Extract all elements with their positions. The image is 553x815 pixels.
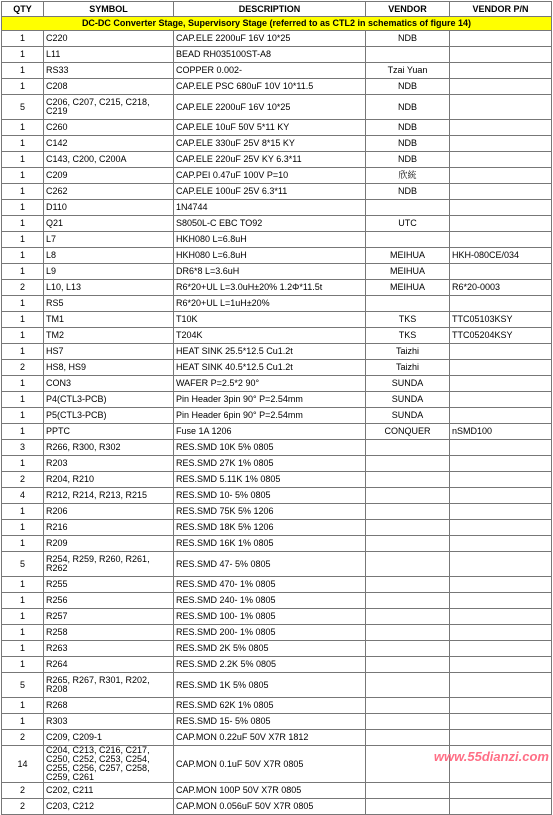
symbol-cell: R258	[44, 625, 174, 641]
description-cell: RES.SMD 2.2K 5% 0805	[174, 657, 366, 673]
symbol-cell: R265, R267, R301, R202, R208	[44, 673, 174, 698]
table-row	[2, 296, 552, 312]
table-row	[2, 392, 552, 408]
section-row	[2, 17, 552, 31]
vendor-cell: SUNDA	[366, 376, 450, 392]
description-cell: CAP.ELE 2200uF 16V 10*25	[174, 95, 366, 120]
vendor-header: VENDOR	[366, 2, 450, 17]
qty-cell: 1	[2, 136, 44, 152]
description-cell: 1N4744	[174, 200, 366, 216]
table-row	[2, 488, 552, 504]
table-row	[2, 783, 552, 799]
vendor-cell	[366, 552, 450, 577]
symbol-cell: L7	[44, 232, 174, 248]
table-row	[2, 424, 552, 440]
qty-cell: 1	[2, 504, 44, 520]
vendor-pn-cell	[450, 120, 552, 136]
vendor-cell	[366, 783, 450, 799]
table-row	[2, 472, 552, 488]
qty-cell: 1	[2, 392, 44, 408]
qty-cell: 1	[2, 31, 44, 47]
symbol-cell: C202, C211	[44, 783, 174, 799]
symbol-cell: C208	[44, 79, 174, 95]
description-cell: CAP.ELE 2200uF 16V 10*25	[174, 31, 366, 47]
table-row	[2, 168, 552, 184]
symbol-cell: R264	[44, 657, 174, 673]
vendor-cell	[366, 625, 450, 641]
description-cell: T204K	[174, 328, 366, 344]
qty-cell: 1	[2, 248, 44, 264]
vendor-pn-cell	[450, 31, 552, 47]
bom-body	[2, 31, 552, 815]
vendor-cell	[366, 488, 450, 504]
vendor-cell: NDB	[366, 31, 450, 47]
description-cell: CAP.MON 0.22uF 50V X7R 1812	[174, 730, 366, 746]
symbol-cell: CON3	[44, 376, 174, 392]
vendor-cell: MEIHUA	[366, 280, 450, 296]
symbol-cell: C220	[44, 31, 174, 47]
vendor-cell: NDB	[366, 136, 450, 152]
table-row	[2, 31, 552, 47]
description-cell: RES.SMD 18K 5% 1206	[174, 520, 366, 536]
vendor-pn-cell	[450, 673, 552, 698]
qty-cell: 1	[2, 714, 44, 730]
table-row	[2, 328, 552, 344]
vendor-cell	[366, 799, 450, 815]
qty-cell: 1	[2, 216, 44, 232]
vendor-pn-cell	[450, 456, 552, 472]
symbol-cell: L9	[44, 264, 174, 280]
vendor-cell	[366, 472, 450, 488]
vendor-cell: NDB	[366, 184, 450, 200]
description-cell: RES.SMD 10- 5% 0805	[174, 488, 366, 504]
vendor-cell: 欣統	[366, 168, 450, 184]
vendor-cell	[366, 609, 450, 625]
table-row	[2, 184, 552, 200]
description-cell: Pin Header 3pin 90° P=2.54mm	[174, 392, 366, 408]
qty-cell: 1	[2, 47, 44, 63]
table-row	[2, 520, 552, 536]
qty-cell: 1	[2, 424, 44, 440]
symbol-cell: C209, C209-1	[44, 730, 174, 746]
vendor-cell: NDB	[366, 79, 450, 95]
vendor-cell: UTC	[366, 216, 450, 232]
description-cell: CAP.PEI 0.47uF 100V P=10	[174, 168, 366, 184]
vendor-pn-cell	[450, 296, 552, 312]
symbol-cell: R263	[44, 641, 174, 657]
qty-cell: 1	[2, 408, 44, 424]
table-row	[2, 456, 552, 472]
qty-cell: 5	[2, 95, 44, 120]
qty-cell: 1	[2, 520, 44, 536]
vendor-pn-cell	[450, 520, 552, 536]
table-row	[2, 63, 552, 79]
vendor-cell: MEIHUA	[366, 248, 450, 264]
vendor-pn-cell	[450, 577, 552, 593]
description-cell: Fuse 1A 1206	[174, 424, 366, 440]
vendor-pn-cell	[450, 730, 552, 746]
vendor-pn-cell	[450, 232, 552, 248]
symbol-cell: Q21	[44, 216, 174, 232]
qty-cell: 1	[2, 232, 44, 248]
qty-cell: 1	[2, 264, 44, 280]
description-cell: COPPER 0.002-	[174, 63, 366, 79]
vendor-pn-cell	[450, 440, 552, 456]
description-cell: RES.SMD 27K 1% 0805	[174, 456, 366, 472]
qty-cell: 1	[2, 79, 44, 95]
qty-cell: 1	[2, 657, 44, 673]
vendor-pn-cell	[450, 714, 552, 730]
symbol-cell: C142	[44, 136, 174, 152]
vendor-pn-cell	[450, 504, 552, 520]
description-cell: RES.SMD 200- 1% 0805	[174, 625, 366, 641]
symbol-cell: PPTC	[44, 424, 174, 440]
table-row	[2, 280, 552, 296]
description-cell: RES.SMD 75K 5% 1206	[174, 504, 366, 520]
table-row	[2, 609, 552, 625]
symbol-cell: HS7	[44, 344, 174, 360]
qty-cell: 5	[2, 552, 44, 577]
qty-cell: 1	[2, 376, 44, 392]
qty-cell: 1	[2, 312, 44, 328]
vendor-pn-cell	[450, 200, 552, 216]
symbol-cell: R268	[44, 698, 174, 714]
vendor-cell	[366, 536, 450, 552]
description-cell: RES.SMD 47- 5% 0805	[174, 552, 366, 577]
table-row	[2, 47, 552, 63]
description-cell: CAP.MON 0.056uF 50V X7R 0805	[174, 799, 366, 815]
table-row	[2, 232, 552, 248]
description-cell: CAP.ELE PSC 680uF 10V 10*11.5	[174, 79, 366, 95]
qty-cell: 5	[2, 673, 44, 698]
table-row	[2, 641, 552, 657]
table-row	[2, 200, 552, 216]
vendor-cell	[366, 296, 450, 312]
table-row	[2, 376, 552, 392]
description-cell: HKH080 L=6.8uH	[174, 232, 366, 248]
watermark: www.55dianzi.com	[433, 749, 549, 764]
vendor-cell: Taizhi	[366, 344, 450, 360]
vendor-cell: TKS	[366, 328, 450, 344]
vendor-cell	[366, 504, 450, 520]
qty-cell: 1	[2, 328, 44, 344]
vendor-cell: TKS	[366, 312, 450, 328]
vendor-pn-cell	[450, 136, 552, 152]
description-cell: CAP.ELE 100uF 25V 6.3*11	[174, 184, 366, 200]
table-row	[2, 657, 552, 673]
table-row	[2, 408, 552, 424]
symbol-cell: P4(CTL3-PCB)	[44, 392, 174, 408]
symbol-cell: TM1	[44, 312, 174, 328]
vendor-pn-cell: TTC05103KSY	[450, 312, 552, 328]
description-cell: RES.SMD 5.11K 1% 0805	[174, 472, 366, 488]
symbol-cell: RS5	[44, 296, 174, 312]
table-row	[2, 552, 552, 577]
qty-cell: 1	[2, 698, 44, 714]
symbol-cell: L8	[44, 248, 174, 264]
vendor-pn-cell	[450, 488, 552, 504]
symbol-cell: R255	[44, 577, 174, 593]
vendor-pn-cell	[450, 360, 552, 376]
symbol-cell: HS8, HS9	[44, 360, 174, 376]
symbol-cell: R206	[44, 504, 174, 520]
vendor-pn-cell	[450, 698, 552, 714]
description-cell: CAP.ELE 10uF 50V 5*11 KY	[174, 120, 366, 136]
vendor-cell: Tzai Yuan	[366, 63, 450, 79]
table-row	[2, 536, 552, 552]
symbol-cell: P5(CTL3-PCB)	[44, 408, 174, 424]
vendor-pn-cell	[450, 625, 552, 641]
description-cell: WAFER P=2.5*2 90°	[174, 376, 366, 392]
vendor-cell	[366, 641, 450, 657]
table-row	[2, 79, 552, 95]
symbol-cell: C143, C200, C200A	[44, 152, 174, 168]
table-row	[2, 312, 552, 328]
vendor-cell	[366, 577, 450, 593]
vendor-pn-cell	[450, 47, 552, 63]
qty-cell: 1	[2, 120, 44, 136]
vendor-pn-cell	[450, 79, 552, 95]
table-row	[2, 799, 552, 815]
description-cell: S8050L-C EBC TO92	[174, 216, 366, 232]
vendor-pn-cell	[450, 657, 552, 673]
qty-cell: 1	[2, 609, 44, 625]
qty-cell: 1	[2, 344, 44, 360]
table-row	[2, 504, 552, 520]
description-cell: RES.SMD 2K 5% 0805	[174, 641, 366, 657]
qty-cell: 4	[2, 488, 44, 504]
vendor-cell: SUNDA	[366, 392, 450, 408]
vendor-pn-cell	[450, 783, 552, 799]
qty-header: QTY	[2, 2, 44, 17]
vendor-pn-cell	[450, 95, 552, 120]
qty-cell: 2	[2, 799, 44, 815]
symbol-cell: L11	[44, 47, 174, 63]
table-row	[2, 95, 552, 120]
vendor-pn-cell	[450, 472, 552, 488]
vendor-pn-cell	[450, 593, 552, 609]
symbol-cell: C262	[44, 184, 174, 200]
table-row	[2, 593, 552, 609]
description-cell: RES.SMD 15- 5% 0805	[174, 714, 366, 730]
description-cell: R6*20+UL L=1uH±20%	[174, 296, 366, 312]
vendor-cell	[366, 520, 450, 536]
table-row	[2, 440, 552, 456]
description-cell: RES.SMD 470- 1% 0805	[174, 577, 366, 593]
table-row	[2, 730, 552, 746]
vendor-pn-cell	[450, 408, 552, 424]
table-row	[2, 714, 552, 730]
vendor-pn-cell	[450, 376, 552, 392]
description-cell: HEAT SINK 25.5*12.5 Cu1.2t	[174, 344, 366, 360]
qty-cell: 1	[2, 536, 44, 552]
vendor-pn-cell	[450, 552, 552, 577]
table-row	[2, 152, 552, 168]
symbol-cell: R254, R259, R260, R261, R262	[44, 552, 174, 577]
symbol-cell: C209	[44, 168, 174, 184]
description-cell: R6*20+UL L=3.0uH±20% 1.2Φ*11.5t	[174, 280, 366, 296]
vendor-pn-cell	[450, 641, 552, 657]
qty-cell: 1	[2, 456, 44, 472]
symbol-cell: TM2	[44, 328, 174, 344]
vendor-pn-cell	[450, 152, 552, 168]
vendor-pn-cell	[450, 216, 552, 232]
vendor-pn-header: VENDOR P/N	[450, 2, 552, 17]
vendor-cell: NDB	[366, 152, 450, 168]
qty-cell: 1	[2, 152, 44, 168]
symbol-cell: C206, C207, C215, C218, C219	[44, 95, 174, 120]
vendor-cell	[366, 698, 450, 714]
table-row	[2, 216, 552, 232]
symbol-cell: L10, L13	[44, 280, 174, 296]
description-cell: CAP.ELE 220uF 25V KY 6.3*11	[174, 152, 366, 168]
table-row	[2, 577, 552, 593]
vendor-cell: NDB	[366, 120, 450, 136]
vendor-cell	[366, 673, 450, 698]
symbol-cell: R212, R214, R213, R215	[44, 488, 174, 504]
symbol-cell: R209	[44, 536, 174, 552]
table-row	[2, 136, 552, 152]
qty-cell: 2	[2, 472, 44, 488]
description-cell: DR6*8 L=3.6uH	[174, 264, 366, 280]
symbol-cell: RS33	[44, 63, 174, 79]
vendor-pn-cell	[450, 392, 552, 408]
vendor-cell	[366, 714, 450, 730]
description-cell: HKH080 L=6.8uH	[174, 248, 366, 264]
description-cell: Pin Header 6pin 90° P=2.54mm	[174, 408, 366, 424]
vendor-pn-cell: TTC05204KSY	[450, 328, 552, 344]
table-row	[2, 673, 552, 698]
description-header: DESCRIPTION	[174, 2, 366, 17]
symbol-cell: R256	[44, 593, 174, 609]
vendor-pn-cell	[450, 184, 552, 200]
vendor-pn-cell	[450, 63, 552, 79]
vendor-pn-cell	[450, 344, 552, 360]
vendor-cell	[366, 593, 450, 609]
qty-cell: 1	[2, 577, 44, 593]
qty-cell: 2	[2, 730, 44, 746]
vendor-pn-cell	[450, 168, 552, 184]
vendor-pn-cell	[450, 264, 552, 280]
symbol-cell: R204, R210	[44, 472, 174, 488]
qty-cell: 1	[2, 184, 44, 200]
qty-cell: 3	[2, 440, 44, 456]
qty-cell: 2	[2, 280, 44, 296]
vendor-pn-cell	[450, 799, 552, 815]
symbol-cell: R303	[44, 714, 174, 730]
description-cell: T10K	[174, 312, 366, 328]
vendor-cell	[366, 440, 450, 456]
description-cell: CAP.MON 100P 50V X7R 0805	[174, 783, 366, 799]
vendor-cell: CONQUER	[366, 424, 450, 440]
vendor-cell	[366, 657, 450, 673]
vendor-cell	[366, 456, 450, 472]
symbol-cell: R266, R300, R302	[44, 440, 174, 456]
qty-cell: 2	[2, 360, 44, 376]
symbol-cell: R203	[44, 456, 174, 472]
qty-cell: 1	[2, 168, 44, 184]
description-cell: HEAT SINK 40.5*12.5 Cu1.2t	[174, 360, 366, 376]
bom-table	[1, 1, 552, 815]
section-title: DC-DC Converter Stage, Supervisory Stage (referred to as CTL2 in schematics of figure 14)	[2, 17, 552, 31]
vendor-pn-cell	[450, 609, 552, 625]
description-cell: RES.SMD 62K 1% 0805	[174, 698, 366, 714]
qty-cell: 1	[2, 641, 44, 657]
table-row	[2, 248, 552, 264]
vendor-pn-cell: R6*20-0003	[450, 280, 552, 296]
vendor-cell: Taizhi	[366, 360, 450, 376]
description-cell: CAP.MON 0.1uF 50V X7R 0805	[174, 746, 366, 783]
table-row	[2, 625, 552, 641]
qty-cell: 2	[2, 783, 44, 799]
vendor-cell: SUNDA	[366, 408, 450, 424]
symbol-cell: C203, C212	[44, 799, 174, 815]
qty-cell: 1	[2, 200, 44, 216]
description-cell: RES.SMD 1K 5% 0805	[174, 673, 366, 698]
description-cell: CAP.ELE 330uF 25V 8*15 KY	[174, 136, 366, 152]
table-row	[2, 360, 552, 376]
vendor-cell: NDB	[366, 95, 450, 120]
symbol-cell: C260	[44, 120, 174, 136]
vendor-pn-cell	[450, 536, 552, 552]
vendor-pn-cell: HKH-080CE/034	[450, 248, 552, 264]
vendor-cell	[366, 200, 450, 216]
description-cell: RES.SMD 10K 5% 0805	[174, 440, 366, 456]
description-cell: RES.SMD 240- 1% 0805	[174, 593, 366, 609]
symbol-header: SYMBOL	[44, 2, 174, 17]
qty-cell: 14	[2, 746, 44, 783]
qty-cell: 1	[2, 625, 44, 641]
vendor-cell	[366, 232, 450, 248]
vendor-cell	[366, 47, 450, 63]
description-cell: RES.SMD 16K 1% 0805	[174, 536, 366, 552]
description-cell: BEAD RH035100ST-A8	[174, 47, 366, 63]
symbol-cell: D110	[44, 200, 174, 216]
qty-cell: 1	[2, 593, 44, 609]
symbol-cell: C204, C213, C216, C217, C250, C252, C253, C254, C255, C256, C257, C258, C259, C261	[44, 746, 174, 783]
qty-cell: 1	[2, 63, 44, 79]
vendor-cell: MEIHUA	[366, 264, 450, 280]
table-row	[2, 344, 552, 360]
qty-cell: 1	[2, 296, 44, 312]
symbol-cell: R257	[44, 609, 174, 625]
vendor-cell	[366, 730, 450, 746]
table-row	[2, 120, 552, 136]
table-row	[2, 698, 552, 714]
symbol-cell: R216	[44, 520, 174, 536]
vendor-pn-cell: nSMD100	[450, 424, 552, 440]
description-cell: RES.SMD 100- 1% 0805	[174, 609, 366, 625]
header-row	[2, 2, 552, 17]
table-row	[2, 264, 552, 280]
